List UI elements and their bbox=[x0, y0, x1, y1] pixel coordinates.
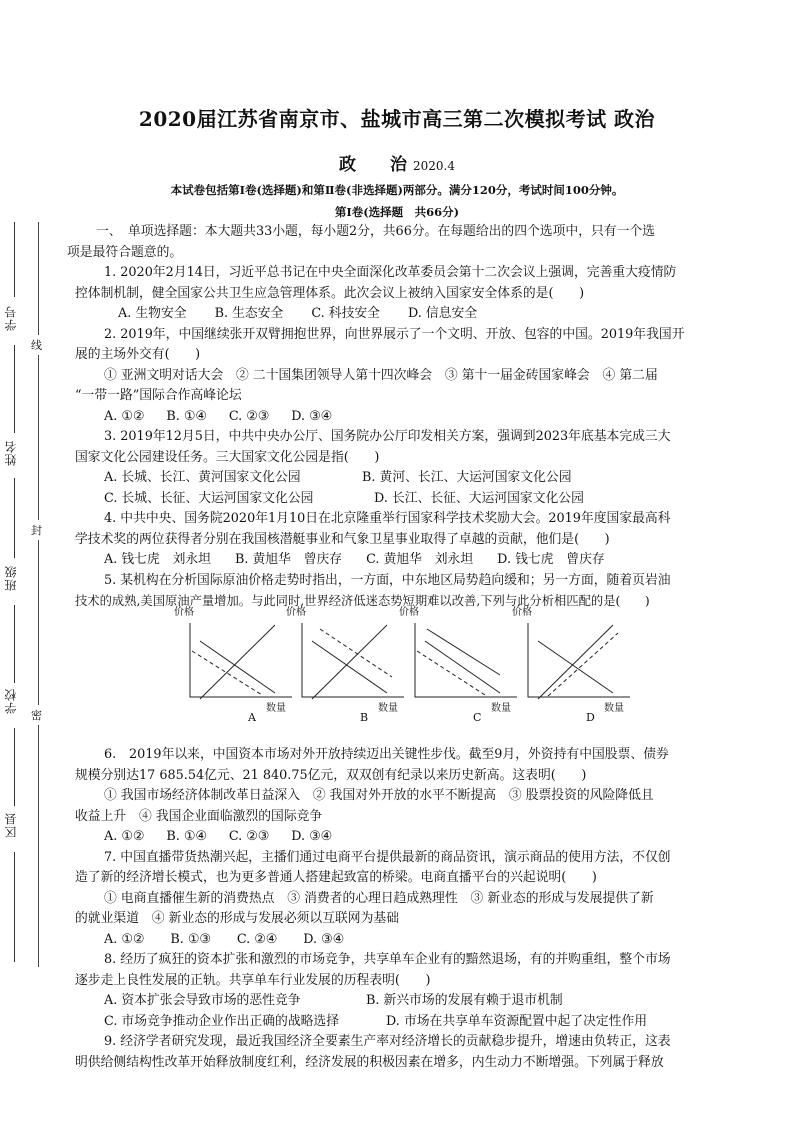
option: B. ①④ bbox=[166, 829, 207, 844]
option: C. ②③ bbox=[228, 829, 270, 844]
option: B. ①④ bbox=[166, 408, 207, 424]
q2-statements-cont: “一带一路”国际合作高峰论坛 bbox=[75, 388, 242, 403]
q7-text: 7. 中国直播带货热潮兴起，主播们通过电商平台提供最新的商品资讯，演示商品的使用方法，不仅创 bbox=[104, 849, 671, 865]
graph-letter: D bbox=[586, 711, 595, 724]
q4-options bbox=[104, 550, 734, 571]
q4-text: 4. 中共中央、国务院2020年1月10日在北京隆重举行国家科学技术奖励大会。2019年度国家最高科 bbox=[104, 511, 671, 526]
option: C. 科技安全 bbox=[311, 306, 380, 321]
graph-letter: B bbox=[360, 711, 369, 724]
option: C. ②④ bbox=[236, 931, 278, 947]
exam-date: 2020.4 bbox=[413, 159, 455, 173]
school-label: 学校 bbox=[4, 688, 18, 714]
option: A. 钱七虎 刘永坦 bbox=[104, 552, 211, 567]
option: C. ②③ bbox=[228, 408, 270, 424]
q5-text: 5. 某机构在分析国际原油价格走势时指出，一方面，中东地区局势趋向缓和；另一方面，随着页岩油 bbox=[104, 572, 671, 588]
option: D. 钱七虎 曾庆存 bbox=[497, 552, 605, 567]
graph-svg bbox=[405, 615, 515, 710]
option: C. 市场竞争推动企业作出正确的战略选择 bbox=[104, 1013, 340, 1029]
q9-text: 9. 经济学者研究发现，最近我国经济全要素生产率对经济增长的贡献稳步提升，增速由负转正，这表 bbox=[104, 1034, 671, 1049]
graph-y-label: 价格 bbox=[399, 607, 419, 618]
seal-char-seal: 封 bbox=[31, 520, 42, 540]
fill-line bbox=[14, 605, 15, 683]
q7-statements-cont: 的就业渠道 ④ 新业态的形成与发展必须以互联网为基础 bbox=[75, 911, 399, 926]
option: D. ③④ bbox=[291, 829, 333, 844]
q6-text-cont: 规模分别达17 685.54亿元、21 840.75亿元，双双创有纪录以来历史新高。这表明( ) bbox=[75, 767, 587, 783]
q1-text-cont: 控体制机制，健全国家公共卫生应急管理体系。此次会议上被纳入国家安全体系的是( ) bbox=[75, 285, 585, 301]
option: D. 长江、长征、大运河国家文化公园 bbox=[374, 490, 584, 506]
curve bbox=[538, 625, 613, 699]
graph-svg bbox=[180, 615, 290, 710]
fill-line bbox=[14, 852, 15, 962]
q6-options bbox=[104, 827, 734, 848]
option: A. 资本扩张会导致市场的恶性竞争 bbox=[104, 993, 301, 1008]
q8-options-ab bbox=[104, 991, 734, 1012]
shifted-curve bbox=[320, 629, 392, 677]
seal-char-line: 线 bbox=[31, 335, 42, 355]
graph-axes bbox=[190, 623, 292, 697]
option: B. 生态安全 bbox=[214, 306, 284, 321]
q8-text-cont: 逐步走上良性发展的正轨。共享单车行业发展的历程表明( ) bbox=[75, 972, 431, 988]
q2-statements: ① 亚洲文明对话大会 ② 二十国集团领导人第十四次峰会 ③ 第十一届金砖国家峰会 ④ 第二届 bbox=[104, 367, 658, 383]
section-intro: 一、 单项选择题：本大题共33小题，每小题2分，共66分。在每题给出的四个选项中，只有一个选 bbox=[96, 224, 655, 239]
section-intro-cont: 项是最符合题意的。 bbox=[67, 244, 183, 260]
q6-statements-cont: 收益上升 ④ 我国企业面临激烈的国际竞争 bbox=[75, 808, 323, 824]
graph-y-label: 价格 bbox=[512, 607, 532, 618]
q6-text: 6. 2019年以来，中国资本市场对外开放持续迈出关键性步伐。截至9月，外资持有中国股票、债券 bbox=[104, 747, 669, 762]
option: A. ①② bbox=[104, 931, 145, 947]
option: A. 长城、长江、黄河国家文化公园 bbox=[104, 470, 301, 485]
q8-options-cd bbox=[104, 1012, 734, 1033]
curve bbox=[312, 625, 387, 699]
curve bbox=[200, 641, 275, 693]
option: A. ①② bbox=[104, 408, 145, 424]
option: B. 黄旭华 曾庆存 bbox=[234, 552, 343, 567]
q9-text-cont: 明供给侧结构性改革开始释放制度红利，经济发展的积极因素在增多，内生动力不断增强。下列属于释放 bbox=[75, 1054, 664, 1070]
q3-text-cont: 国家文化公园建设任务。三大国家文化公园是指( ) bbox=[75, 449, 380, 465]
q2-text: 2. 2019年，中国继续张开双臂拥抱世界，向世界展示了一个文明、开放、包容的中国。2019年我国开 bbox=[104, 326, 685, 342]
q3-options-cd bbox=[104, 489, 734, 510]
exam-note: 本试卷包括第Ⅰ卷(选择题)和第Ⅱ卷(非选择题)两部分。满分120分，考试时间100分钟。 bbox=[170, 183, 624, 197]
class-label: 班级 bbox=[4, 565, 18, 591]
student-id-label: 学号 bbox=[4, 305, 18, 331]
q4-text-cont: 学技术奖的两位获得者分别在我国核潜艇事业和气象卫星事业取得了卓越的贡献，他们是( ) bbox=[75, 531, 610, 547]
graph-letter: A bbox=[248, 711, 256, 724]
curve bbox=[425, 641, 500, 693]
exam-title: 2020届江苏省南京市、盐城市高三第二次模拟考试 政治 bbox=[138, 107, 656, 131]
q7-text-cont: 造了新的经济增长模式，也为更多普通人搭建起致富的桥梁。电商直播平台的兴起说明( ) bbox=[75, 870, 597, 885]
q5-text-cont: 技术的成熟,美国原油产量增加。与此同时,世界经济低迷态势短期难以改善,下列与此分析相匹配的是( ) bbox=[75, 594, 650, 608]
option: D. 市场在共享单车资源配置中起了决定性作用 bbox=[386, 1013, 648, 1029]
option: B. ①③ bbox=[170, 931, 211, 947]
fill-line bbox=[14, 222, 15, 297]
option: A. 生物安全 bbox=[118, 306, 187, 321]
q6-statements: ① 我国市场经济体制改革日益深入 ② 我国对外开放的水平不断提高 ③ 股票投资的风险降低且 bbox=[104, 788, 654, 803]
graph-y-label: 价格 bbox=[174, 607, 194, 618]
option: C. 长城、长征、大运河国家文化公园 bbox=[104, 490, 314, 506]
graph-x-label: 数量 bbox=[604, 703, 624, 714]
supply-demand-graph bbox=[399, 607, 515, 725]
fill-line bbox=[14, 345, 15, 433]
q8-text: 8. 经历了疯狂的资本扩张和激烈的市场竞争，共享单车企业有的黯然退场，有的并购重组，整个市场 bbox=[104, 952, 671, 967]
option: D. ③④ bbox=[291, 408, 333, 424]
graph-x-label: 数量 bbox=[378, 703, 398, 714]
graph-x-label: 数量 bbox=[491, 703, 511, 714]
questions-block bbox=[75, 745, 734, 1073]
supply-demand-graph bbox=[286, 607, 402, 725]
q3-text: 3. 2019年12月5日，中共中央办公厅、国务院办公厅印发相关方案，强调到2023年底基本完成三大 bbox=[104, 429, 671, 444]
option: B. 黄河、长江、大运河国家文化公园 bbox=[362, 470, 572, 485]
option: B. 新兴市场的发展有赖于退市机制 bbox=[366, 993, 563, 1008]
option: D. 信息安全 bbox=[407, 306, 478, 321]
q2-options bbox=[104, 407, 734, 428]
option: D. ③④ bbox=[303, 931, 345, 947]
questions-block bbox=[67, 222, 734, 612]
graph-axes bbox=[528, 623, 630, 697]
q3-options-ab bbox=[104, 468, 734, 489]
graph-svg bbox=[292, 615, 402, 710]
graph-svg bbox=[518, 615, 628, 710]
q7-statements: ① 电商直播催生新的消费热点 ③ 消费者的心理日趋成熟理性 ③ 新业态的形成与发展提供了新 bbox=[104, 890, 654, 906]
name-label: 姓名 bbox=[4, 440, 18, 466]
graph-letter: C bbox=[473, 711, 482, 724]
part-heading: 第Ⅰ卷(选择题 共66分) bbox=[334, 205, 460, 219]
graph-x-label: 数量 bbox=[266, 703, 286, 714]
shifted-curve bbox=[417, 651, 485, 695]
seal-char-secret: 密 bbox=[31, 705, 42, 725]
option: A. ①② bbox=[104, 829, 145, 844]
q1-text: 1. 2020年2月14日，习近平总书记在中央全面深化改革委员会第十二次会议上强调，完善重大疫情防 bbox=[104, 265, 677, 280]
q1-options bbox=[118, 304, 734, 325]
shifted-curve bbox=[548, 633, 618, 696]
fill-line bbox=[14, 478, 15, 558]
supply-demand-graph bbox=[512, 607, 628, 725]
curve bbox=[538, 641, 613, 693]
binding-line bbox=[38, 222, 39, 967]
graph-y-label: 价格 bbox=[286, 607, 306, 618]
subject-heading bbox=[0, 150, 794, 175]
graph-axes bbox=[302, 623, 404, 697]
subject-name: 政 治 bbox=[339, 155, 407, 175]
q7-options bbox=[104, 930, 734, 951]
fill-line bbox=[14, 728, 15, 806]
supply-demand-graph bbox=[174, 607, 290, 725]
option: C. 黄旭华 刘永坦 bbox=[366, 552, 474, 567]
district-label: 区县 bbox=[4, 812, 18, 838]
q2-text-cont: 展的主场外交有( ) bbox=[75, 347, 201, 362]
curve bbox=[200, 625, 275, 699]
